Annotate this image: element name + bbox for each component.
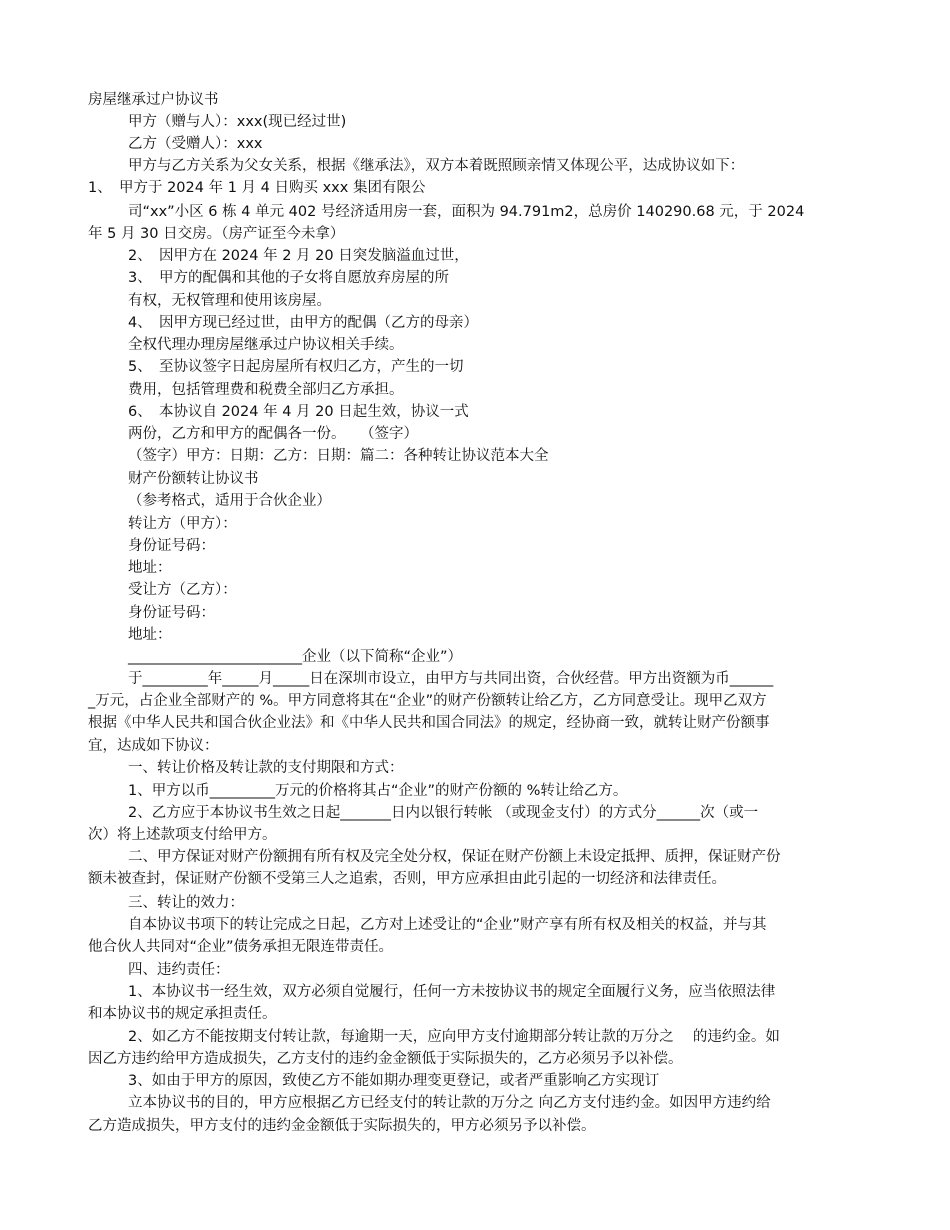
clause-4-line: 4、 因甲方现已经过世，由甲方的配偶（乙方的母亲） (128, 315, 478, 331)
preamble-line: 甲方与乙方关系为父女关系，根据《继承法》，双方本着既照顾亲情又体现公平，达成协议如下： (128, 158, 745, 174)
signature-line: （签字）甲方：日期：乙方：日期：篇二：各种转让协议范本大全 (128, 448, 549, 464)
section-subtitle: （参考格式，适用于合伙企业） (128, 493, 331, 509)
clause-3-line: 有权，无权管理和使用该房屋。 (128, 293, 331, 309)
body-paragraph-line: 于_________年_____月_____日在深圳市设立，由甲方与共同出资，合伙经营。甲方出资额为币______ (128, 671, 774, 687)
body-paragraph-line: 根据《中华人民共和国合伙企业法》和《中华人民共和国合同法》的规定，经协商一致，就转让财产份额事 (88, 715, 770, 731)
body-paragraph-line: 乙方造成损失，甲方支付的违约金金额低于实际损失的，甲方必须另予以补偿。 (88, 1118, 596, 1134)
field-label: 地址： (128, 627, 172, 643)
clause-1-line: 1、 甲方于 2024 年 1 月 4 日购买 xxx 集团有限公 (88, 180, 426, 196)
enterprise-line: ________________________企业（以下简称“企业”） (128, 649, 463, 665)
heading-line: 三、转让的效力： (128, 895, 244, 911)
clause-2-line: 2、 因甲方在 2024 年 2 月 20 日突发脑溢血过世， (128, 248, 469, 264)
document-title: 房屋继承过户协议书 (88, 92, 219, 108)
clause-6-line: 两份，乙方和甲方的配偶各一份。 （签字） (128, 426, 418, 442)
body-paragraph-line: 1、甲方以币_________万元的价格将其占“企业”的财产份额的 %转让给乙方。 (128, 783, 628, 799)
body-paragraph-line: 立本协议书的目的，甲方应根据乙方已经支付的转让款的万分之 向乙方支付违约金。如因甲方违约给 (128, 1095, 771, 1111)
body-paragraph-line: 3、如由于甲方的原因，致使乙方不能如期办理变更登记，或者严重影响乙方实现订 (128, 1073, 660, 1089)
field-label: 身份证号码： (128, 605, 215, 621)
clause-1-line: 年 5 月 30 日交房。（房产证至今未拿） (88, 226, 345, 242)
body-paragraph-line: 2、乙方应于本协议书生效之日起_______日内以银行转帐 （或现金支付）的方式分______次（或一 (128, 805, 759, 821)
body-paragraph-line: 额未被查封，保证财产份额不受第三人之追索，否则，甲方应承担由此引起的一切经济和法律责任。 (88, 871, 726, 887)
body-paragraph-line: 因乙方违约给甲方造成损失，乙方支付的违约金金额低于实际损失的，乙方必须另予以补偿。 (88, 1051, 683, 1067)
clause-5-line: 5、 至协议签字日起房屋所有权归乙方，产生的一切 (128, 359, 464, 375)
body-paragraph-line: 和本协议书的规定承担责任。 (88, 1006, 277, 1022)
heading-line: 一、转让价格及转让款的支付期限和方式： (128, 760, 404, 776)
field-label: 地址： (128, 560, 172, 576)
body-paragraph-line: 自本协议书项下的转让完成之日起，乙方对上述受让的“企业”财产享有所有权及相关的权益，并与其 (128, 917, 767, 933)
clause-1-line: 司“xx”小区 6 栋 4 单元 402 号经济适用房一套，面积为 94.791m2，总房价 140290.68 元，于 2024 (128, 204, 805, 220)
clause-5-line: 费用，包括管理费和税费全部归乙方承担。 (128, 382, 404, 398)
body-paragraph-line: 2、如乙方不能按期支付转让款，每逾期一天，应向甲方支付逾期部分转让款的万分之 的违约金。如 (128, 1029, 780, 1045)
body-paragraph-line: 宜，达成如下协议： (88, 738, 219, 754)
body-paragraph-line: _万元，占企业全部财产的 %。甲方同意将其在“企业”的财产份额转让给乙方，乙方同意受让。现甲乙双方 (88, 693, 767, 709)
field-label: 身份证号码： (128, 538, 215, 554)
clause-6-line: 6、 本协议自 2024 年 4 月 20 日起生效，协议一式 (128, 404, 469, 420)
body-paragraph-line: 1、本协议书一经生效，双方必须自觉履行，任何一方未按协议书的规定全面履行义务，应当依照法律 (128, 984, 776, 1000)
party-a-line: 甲方（赠与人）：xxx(现已经过世) (128, 114, 347, 130)
heading-line: 四、违约责任： (128, 962, 230, 978)
body-paragraph-line: 二、甲方保证对财产份额拥有所有权及完全处分权，保证在财产份额上未设定抵押、质押，保证财产份 (128, 849, 781, 865)
body-paragraph-line: 他合伙人共同对“企业”债务承担无限连带责任。 (88, 939, 394, 955)
clause-3-line: 3、 甲方的配偶和其他的子女将自愿放弃房屋的所 (128, 270, 449, 286)
field-label: 受让方（乙方）： (128, 582, 237, 598)
clause-4-line: 全权代理办理房屋继承过户协议相关手续。 (128, 337, 404, 353)
body-paragraph-line: 次）将上述款项支付给甲方。 (88, 827, 277, 843)
field-label: 转让方（甲方）： (128, 516, 237, 532)
section-title: 财产份额转让协议书 (128, 471, 259, 487)
party-b-line: 乙方（受赠人）：xxx (128, 136, 263, 152)
